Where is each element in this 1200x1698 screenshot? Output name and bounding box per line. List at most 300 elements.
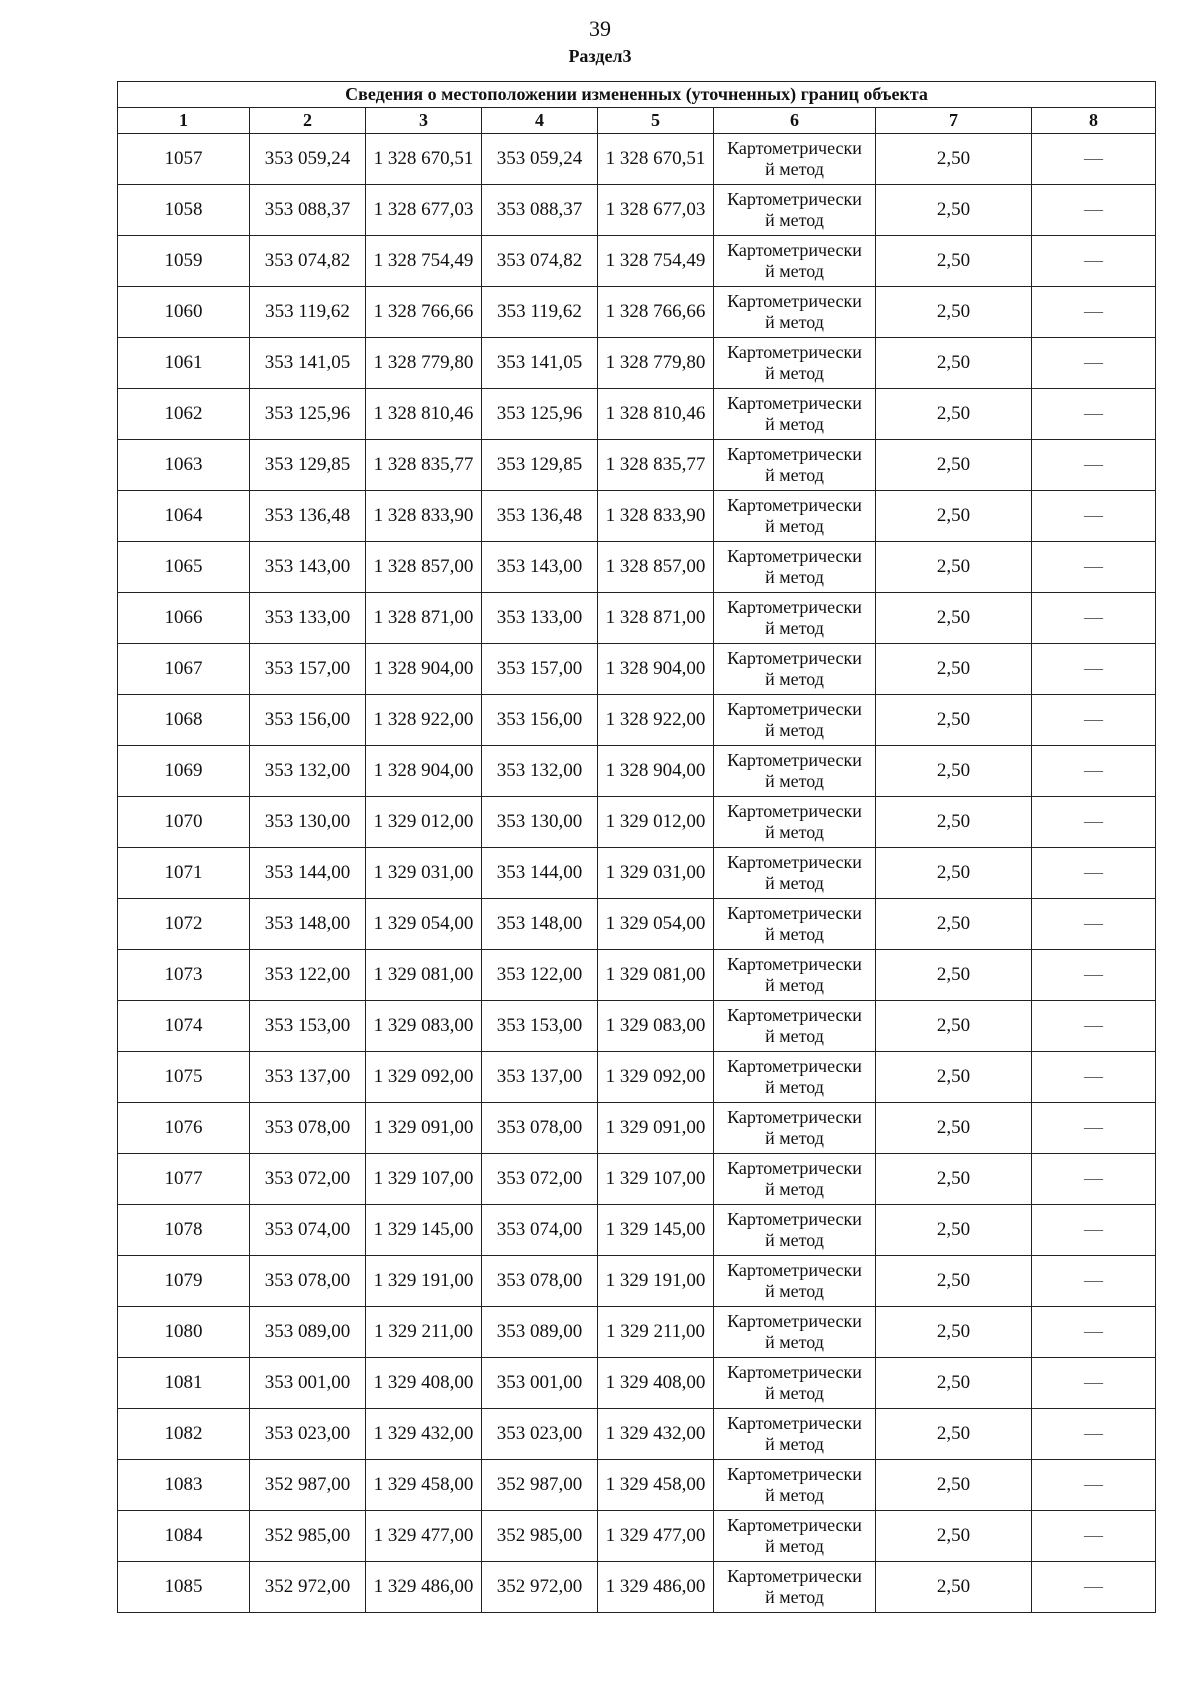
y-new-cell: 1 329 107,00 bbox=[598, 1154, 714, 1205]
method-cell bbox=[714, 1103, 876, 1154]
y-new-cell: 1 328 871,00 bbox=[598, 593, 714, 644]
method-text-line: Картометрически bbox=[727, 750, 862, 770]
y-new-cell: 1 329 054,00 bbox=[598, 899, 714, 950]
accuracy-cell: 2,50 bbox=[876, 644, 1032, 695]
method-cell bbox=[714, 1409, 876, 1460]
note-cell: — bbox=[1032, 1205, 1156, 1256]
x-old-cell: 353 137,00 bbox=[250, 1052, 366, 1103]
accuracy-cell: 2,50 bbox=[876, 1562, 1032, 1613]
y-old-cell: 1 329 191,00 bbox=[366, 1256, 482, 1307]
table-row bbox=[118, 593, 1156, 644]
x-new-cell: 353 089,00 bbox=[482, 1307, 598, 1358]
point-number-cell: 1068 bbox=[118, 695, 250, 746]
point-number-cell: 1081 bbox=[118, 1358, 250, 1409]
note-cell: — bbox=[1032, 287, 1156, 338]
note-cell: — bbox=[1032, 440, 1156, 491]
x-new-cell: 353 130,00 bbox=[482, 797, 598, 848]
accuracy-cell: 2,50 bbox=[876, 1052, 1032, 1103]
method-text-line: Картометрически bbox=[727, 240, 862, 260]
y-old-cell: 1 329 432,00 bbox=[366, 1409, 482, 1460]
method-cell bbox=[714, 746, 876, 797]
x-old-cell: 352 972,00 bbox=[250, 1562, 366, 1613]
accuracy-cell: 2,50 bbox=[876, 1358, 1032, 1409]
y-old-cell: 1 329 081,00 bbox=[366, 950, 482, 1001]
accuracy-cell: 2,50 bbox=[876, 1460, 1032, 1511]
y-old-cell: 1 329 107,00 bbox=[366, 1154, 482, 1205]
method-cell bbox=[714, 797, 876, 848]
accuracy-cell: 2,50 bbox=[876, 1256, 1032, 1307]
method-text-line: й метод bbox=[765, 1026, 824, 1046]
point-number-cell: 1060 bbox=[118, 287, 250, 338]
y-old-cell: 1 328 904,00 bbox=[366, 746, 482, 797]
table-row bbox=[118, 542, 1156, 593]
method-cell bbox=[714, 542, 876, 593]
y-old-cell: 1 328 766,66 bbox=[366, 287, 482, 338]
accuracy-cell: 2,50 bbox=[876, 848, 1032, 899]
y-old-cell: 1 328 835,77 bbox=[366, 440, 482, 491]
x-old-cell: 353 023,00 bbox=[250, 1409, 366, 1460]
point-number-cell: 1073 bbox=[118, 950, 250, 1001]
note-cell: — bbox=[1032, 797, 1156, 848]
method-text-line: Картометрически bbox=[727, 852, 862, 872]
x-new-cell: 353 153,00 bbox=[482, 1001, 598, 1052]
method-text-line: й метод bbox=[765, 1587, 824, 1607]
point-number-cell: 1070 bbox=[118, 797, 250, 848]
table-row bbox=[118, 1052, 1156, 1103]
x-new-cell: 353 141,05 bbox=[482, 338, 598, 389]
y-new-cell: 1 328 810,46 bbox=[598, 389, 714, 440]
x-new-cell: 352 972,00 bbox=[482, 1562, 598, 1613]
method-cell bbox=[714, 1358, 876, 1409]
x-old-cell: 353 133,00 bbox=[250, 593, 366, 644]
method-text-line: й метод bbox=[765, 1281, 824, 1301]
table-row bbox=[118, 287, 1156, 338]
y-old-cell: 1 329 012,00 bbox=[366, 797, 482, 848]
method-cell bbox=[714, 644, 876, 695]
x-new-cell: 353 088,37 bbox=[482, 185, 598, 236]
y-new-cell: 1 328 857,00 bbox=[598, 542, 714, 593]
x-old-cell: 353 156,00 bbox=[250, 695, 366, 746]
table-row bbox=[118, 1511, 1156, 1562]
method-text-line: й метод bbox=[765, 1383, 824, 1403]
x-old-cell: 352 985,00 bbox=[250, 1511, 366, 1562]
y-old-cell: 1 329 083,00 bbox=[366, 1001, 482, 1052]
y-new-cell: 1 328 922,00 bbox=[598, 695, 714, 746]
x-old-cell: 353 072,00 bbox=[250, 1154, 366, 1205]
y-old-cell: 1 328 779,80 bbox=[366, 338, 482, 389]
method-text-line: Картометрически bbox=[727, 1005, 862, 1025]
method-cell bbox=[714, 848, 876, 899]
x-new-cell: 353 144,00 bbox=[482, 848, 598, 899]
accuracy-cell: 2,50 bbox=[876, 797, 1032, 848]
method-text-line: й метод bbox=[765, 363, 824, 383]
y-new-cell: 1 329 092,00 bbox=[598, 1052, 714, 1103]
note-cell: — bbox=[1032, 134, 1156, 185]
x-old-cell: 353 125,96 bbox=[250, 389, 366, 440]
table-row bbox=[118, 1358, 1156, 1409]
table-row bbox=[118, 899, 1156, 950]
method-text-line: й метод bbox=[765, 465, 824, 485]
method-text-line: Картометрически bbox=[727, 1209, 862, 1229]
x-new-cell: 353 023,00 bbox=[482, 1409, 598, 1460]
method-cell bbox=[714, 899, 876, 950]
method-cell bbox=[714, 950, 876, 1001]
column-number: 7 bbox=[876, 108, 1032, 134]
point-number-cell: 1062 bbox=[118, 389, 250, 440]
note-cell: — bbox=[1032, 899, 1156, 950]
column-number: 4 bbox=[482, 108, 598, 134]
method-text-line: Картометрически bbox=[727, 291, 862, 311]
x-old-cell: 353 088,37 bbox=[250, 185, 366, 236]
column-number: 3 bbox=[366, 108, 482, 134]
note-cell: — bbox=[1032, 1001, 1156, 1052]
method-text-line: Картометрически bbox=[727, 546, 862, 566]
x-old-cell: 353 144,00 bbox=[250, 848, 366, 899]
section-title: Раздел3 bbox=[568, 46, 632, 66]
note-cell: — bbox=[1032, 950, 1156, 1001]
accuracy-cell: 2,50 bbox=[876, 1205, 1032, 1256]
x-new-cell: 352 987,00 bbox=[482, 1460, 598, 1511]
method-text-line: Картометрически bbox=[727, 1311, 862, 1331]
y-old-cell: 1 329 477,00 bbox=[366, 1511, 482, 1562]
point-number-cell: 1065 bbox=[118, 542, 250, 593]
note-cell: — bbox=[1032, 1409, 1156, 1460]
point-number-cell: 1084 bbox=[118, 1511, 250, 1562]
method-text-line: й метод bbox=[765, 1077, 824, 1097]
y-old-cell: 1 328 871,00 bbox=[366, 593, 482, 644]
y-new-cell: 1 328 677,03 bbox=[598, 185, 714, 236]
accuracy-cell: 2,50 bbox=[876, 542, 1032, 593]
note-cell: — bbox=[1032, 695, 1156, 746]
accuracy-cell: 2,50 bbox=[876, 1001, 1032, 1052]
x-new-cell: 353 122,00 bbox=[482, 950, 598, 1001]
y-old-cell: 1 328 904,00 bbox=[366, 644, 482, 695]
x-old-cell: 353 148,00 bbox=[250, 899, 366, 950]
y-old-cell: 1 328 810,46 bbox=[366, 389, 482, 440]
method-text-line: й метод bbox=[765, 159, 824, 179]
x-new-cell: 352 985,00 bbox=[482, 1511, 598, 1562]
accuracy-cell: 2,50 bbox=[876, 899, 1032, 950]
x-new-cell: 353 125,96 bbox=[482, 389, 598, 440]
method-text-line: й метод bbox=[765, 618, 824, 638]
method-text-line: й метод bbox=[765, 567, 824, 587]
y-new-cell: 1 329 408,00 bbox=[598, 1358, 714, 1409]
y-old-cell: 1 329 031,00 bbox=[366, 848, 482, 899]
table-row bbox=[118, 1307, 1156, 1358]
method-text-line: Картометрически bbox=[727, 138, 862, 158]
x-old-cell: 353 153,00 bbox=[250, 1001, 366, 1052]
method-text-line: й метод bbox=[765, 210, 824, 230]
y-new-cell: 1 328 904,00 bbox=[598, 644, 714, 695]
method-text-line: й метод bbox=[765, 924, 824, 944]
y-old-cell: 1 329 211,00 bbox=[366, 1307, 482, 1358]
y-old-cell: 1 329 091,00 bbox=[366, 1103, 482, 1154]
method-text-line: Картометрически bbox=[727, 1515, 862, 1535]
table-row bbox=[118, 134, 1156, 185]
accuracy-cell: 2,50 bbox=[876, 338, 1032, 389]
x-old-cell: 353 119,62 bbox=[250, 287, 366, 338]
y-old-cell: 1 329 145,00 bbox=[366, 1205, 482, 1256]
y-new-cell: 1 329 083,00 bbox=[598, 1001, 714, 1052]
point-number-cell: 1061 bbox=[118, 338, 250, 389]
x-new-cell: 353 133,00 bbox=[482, 593, 598, 644]
x-new-cell: 353 143,00 bbox=[482, 542, 598, 593]
point-number-cell: 1058 bbox=[118, 185, 250, 236]
x-new-cell: 353 059,24 bbox=[482, 134, 598, 185]
method-cell bbox=[714, 1562, 876, 1613]
note-cell: — bbox=[1032, 1256, 1156, 1307]
x-old-cell: 353 001,00 bbox=[250, 1358, 366, 1409]
table-row bbox=[118, 1205, 1156, 1256]
method-text-line: Картометрически bbox=[727, 1566, 862, 1586]
table-body bbox=[118, 134, 1156, 1613]
table-row bbox=[118, 746, 1156, 797]
accuracy-cell: 2,50 bbox=[876, 287, 1032, 338]
x-new-cell: 353 072,00 bbox=[482, 1154, 598, 1205]
table-row bbox=[118, 1409, 1156, 1460]
method-text-line: й метод bbox=[765, 516, 824, 536]
table-row bbox=[118, 185, 1156, 236]
y-new-cell: 1 329 486,00 bbox=[598, 1562, 714, 1613]
point-number-cell: 1057 bbox=[118, 134, 250, 185]
point-number-cell: 1076 bbox=[118, 1103, 250, 1154]
accuracy-cell: 2,50 bbox=[876, 950, 1032, 1001]
point-number-cell: 1064 bbox=[118, 491, 250, 542]
column-number: 8 bbox=[1032, 108, 1156, 134]
method-text-line: Картометрически bbox=[727, 903, 862, 923]
method-text-line: й метод bbox=[765, 1434, 824, 1454]
x-old-cell: 353 122,00 bbox=[250, 950, 366, 1001]
accuracy-cell: 2,50 bbox=[876, 593, 1032, 644]
x-old-cell: 353 078,00 bbox=[250, 1256, 366, 1307]
method-text-line: й метод bbox=[765, 312, 824, 332]
y-new-cell: 1 329 458,00 bbox=[598, 1460, 714, 1511]
point-number-cell: 1074 bbox=[118, 1001, 250, 1052]
x-new-cell: 353 129,85 bbox=[482, 440, 598, 491]
note-cell: — bbox=[1032, 644, 1156, 695]
x-old-cell: 353 059,24 bbox=[250, 134, 366, 185]
note-cell: — bbox=[1032, 236, 1156, 287]
method-text-line: й метод bbox=[765, 720, 824, 740]
method-cell bbox=[714, 695, 876, 746]
x-old-cell: 353 074,00 bbox=[250, 1205, 366, 1256]
note-cell: — bbox=[1032, 746, 1156, 797]
method-text-line: й метод bbox=[765, 1230, 824, 1250]
method-cell bbox=[714, 1460, 876, 1511]
method-cell bbox=[714, 1001, 876, 1052]
y-new-cell: 1 328 833,90 bbox=[598, 491, 714, 542]
x-new-cell: 353 078,00 bbox=[482, 1103, 598, 1154]
y-new-cell: 1 328 670,51 bbox=[598, 134, 714, 185]
point-number-cell: 1083 bbox=[118, 1460, 250, 1511]
x-new-cell: 353 078,00 bbox=[482, 1256, 598, 1307]
method-text-line: Картометрически bbox=[727, 189, 862, 209]
note-cell: — bbox=[1032, 185, 1156, 236]
point-number-cell: 1067 bbox=[118, 644, 250, 695]
method-text-line: й метод bbox=[765, 669, 824, 689]
method-text-line: Картометрически bbox=[727, 495, 862, 515]
x-old-cell: 352 987,00 bbox=[250, 1460, 366, 1511]
note-cell: — bbox=[1032, 338, 1156, 389]
method-text-line: Картометрически bbox=[727, 1413, 862, 1433]
method-cell bbox=[714, 1307, 876, 1358]
table-row bbox=[118, 440, 1156, 491]
method-cell bbox=[714, 1205, 876, 1256]
method-text-line: Картометрически bbox=[727, 699, 862, 719]
note-cell: — bbox=[1032, 491, 1156, 542]
y-old-cell: 1 329 458,00 bbox=[366, 1460, 482, 1511]
table-row bbox=[118, 695, 1156, 746]
table-row bbox=[118, 1256, 1156, 1307]
method-text-line: й метод bbox=[765, 261, 824, 281]
point-number-cell: 1071 bbox=[118, 848, 250, 899]
method-text-line: й метод bbox=[765, 771, 824, 791]
note-cell: — bbox=[1032, 1562, 1156, 1613]
accuracy-cell: 2,50 bbox=[876, 1154, 1032, 1205]
y-new-cell: 1 329 211,00 bbox=[598, 1307, 714, 1358]
method-text-line: Картометрически bbox=[727, 444, 862, 464]
column-number: 2 bbox=[250, 108, 366, 134]
table-row bbox=[118, 1001, 1156, 1052]
y-old-cell: 1 328 833,90 bbox=[366, 491, 482, 542]
point-number-cell: 1079 bbox=[118, 1256, 250, 1307]
method-cell bbox=[714, 593, 876, 644]
x-old-cell: 353 136,48 bbox=[250, 491, 366, 542]
table-row bbox=[118, 389, 1156, 440]
accuracy-cell: 2,50 bbox=[876, 1103, 1032, 1154]
note-cell: — bbox=[1032, 593, 1156, 644]
y-new-cell: 1 329 012,00 bbox=[598, 797, 714, 848]
x-new-cell: 353 136,48 bbox=[482, 491, 598, 542]
y-new-cell: 1 328 766,66 bbox=[598, 287, 714, 338]
method-text-line: Картометрически bbox=[727, 1158, 862, 1178]
column-number: 6 bbox=[714, 108, 876, 134]
table-caption-row bbox=[118, 82, 1156, 108]
y-new-cell: 1 329 091,00 bbox=[598, 1103, 714, 1154]
y-old-cell: 1 328 857,00 bbox=[366, 542, 482, 593]
y-old-cell: 1 329 054,00 bbox=[366, 899, 482, 950]
point-number-cell: 1085 bbox=[118, 1562, 250, 1613]
method-text-line: Картометрически bbox=[727, 1056, 862, 1076]
point-number-cell: 1069 bbox=[118, 746, 250, 797]
y-old-cell: 1 329 092,00 bbox=[366, 1052, 482, 1103]
method-cell bbox=[714, 338, 876, 389]
method-text-line: Картометрически bbox=[727, 1464, 862, 1484]
table-row bbox=[118, 848, 1156, 899]
x-new-cell: 353 148,00 bbox=[482, 899, 598, 950]
y-new-cell: 1 329 432,00 bbox=[598, 1409, 714, 1460]
note-cell: — bbox=[1032, 542, 1156, 593]
method-cell bbox=[714, 287, 876, 338]
method-text-line: Картометрически bbox=[727, 342, 862, 362]
note-cell: — bbox=[1032, 1307, 1156, 1358]
y-new-cell: 1 329 191,00 bbox=[598, 1256, 714, 1307]
table-row bbox=[118, 338, 1156, 389]
point-number-cell: 1082 bbox=[118, 1409, 250, 1460]
accuracy-cell: 2,50 bbox=[876, 1511, 1032, 1562]
x-old-cell: 353 130,00 bbox=[250, 797, 366, 848]
method-cell bbox=[714, 1256, 876, 1307]
method-text-line: Картометрически bbox=[727, 954, 862, 974]
table-row bbox=[118, 1154, 1156, 1205]
table-row bbox=[118, 797, 1156, 848]
y-new-cell: 1 329 081,00 bbox=[598, 950, 714, 1001]
method-cell bbox=[714, 134, 876, 185]
accuracy-cell: 2,50 bbox=[876, 1307, 1032, 1358]
method-text-line: й метод bbox=[765, 873, 824, 893]
accuracy-cell: 2,50 bbox=[876, 746, 1032, 797]
accuracy-cell: 2,50 bbox=[876, 236, 1032, 287]
table-row bbox=[118, 491, 1156, 542]
note-cell: — bbox=[1032, 1460, 1156, 1511]
x-new-cell: 353 074,00 bbox=[482, 1205, 598, 1256]
table-row bbox=[118, 950, 1156, 1001]
method-text-line: Картометрически bbox=[727, 1107, 862, 1127]
method-cell bbox=[714, 1052, 876, 1103]
method-text-line: Картометрически bbox=[727, 1362, 862, 1382]
y-new-cell: 1 328 779,80 bbox=[598, 338, 714, 389]
y-old-cell: 1 329 486,00 bbox=[366, 1562, 482, 1613]
note-cell: — bbox=[1032, 1358, 1156, 1409]
method-text-line: й метод bbox=[765, 1536, 824, 1556]
point-number-cell: 1072 bbox=[118, 899, 250, 950]
table-row bbox=[118, 644, 1156, 695]
accuracy-cell: 2,50 bbox=[876, 695, 1032, 746]
x-new-cell: 353 156,00 bbox=[482, 695, 598, 746]
x-old-cell: 353 157,00 bbox=[250, 644, 366, 695]
x-old-cell: 353 143,00 bbox=[250, 542, 366, 593]
method-text-line: й метод bbox=[765, 1179, 824, 1199]
method-text-line: Картометрически bbox=[727, 1260, 862, 1280]
table-row bbox=[118, 1103, 1156, 1154]
y-old-cell: 1 328 670,51 bbox=[366, 134, 482, 185]
note-cell: — bbox=[1032, 848, 1156, 899]
y-new-cell: 1 329 477,00 bbox=[598, 1511, 714, 1562]
accuracy-cell: 2,50 bbox=[876, 134, 1032, 185]
method-cell bbox=[714, 440, 876, 491]
table-row bbox=[118, 1562, 1156, 1613]
y-new-cell: 1 328 835,77 bbox=[598, 440, 714, 491]
point-number-cell: 1075 bbox=[118, 1052, 250, 1103]
table-row bbox=[118, 236, 1156, 287]
method-cell bbox=[714, 1154, 876, 1205]
x-old-cell: 353 141,05 bbox=[250, 338, 366, 389]
method-text-line: й метод bbox=[765, 1485, 824, 1505]
y-new-cell: 1 329 145,00 bbox=[598, 1205, 714, 1256]
accuracy-cell: 2,50 bbox=[876, 491, 1032, 542]
point-number-cell: 1059 bbox=[118, 236, 250, 287]
boundary-coordinates-table bbox=[117, 81, 1156, 1613]
x-old-cell: 353 089,00 bbox=[250, 1307, 366, 1358]
method-cell bbox=[714, 389, 876, 440]
method-cell bbox=[714, 1511, 876, 1562]
x-new-cell: 353 132,00 bbox=[482, 746, 598, 797]
note-cell: — bbox=[1032, 389, 1156, 440]
y-old-cell: 1 328 922,00 bbox=[366, 695, 482, 746]
method-cell bbox=[714, 185, 876, 236]
method-text-line: Картометрически bbox=[727, 393, 862, 413]
y-new-cell: 1 328 754,49 bbox=[598, 236, 714, 287]
accuracy-cell: 2,50 bbox=[876, 185, 1032, 236]
x-old-cell: 353 078,00 bbox=[250, 1103, 366, 1154]
column-number-row bbox=[118, 108, 1156, 134]
x-new-cell: 353 119,62 bbox=[482, 287, 598, 338]
accuracy-cell: 2,50 bbox=[876, 389, 1032, 440]
x-new-cell: 353 137,00 bbox=[482, 1052, 598, 1103]
point-number-cell: 1077 bbox=[118, 1154, 250, 1205]
column-number: 1 bbox=[118, 108, 250, 134]
method-text-line: Картометрически bbox=[727, 801, 862, 821]
